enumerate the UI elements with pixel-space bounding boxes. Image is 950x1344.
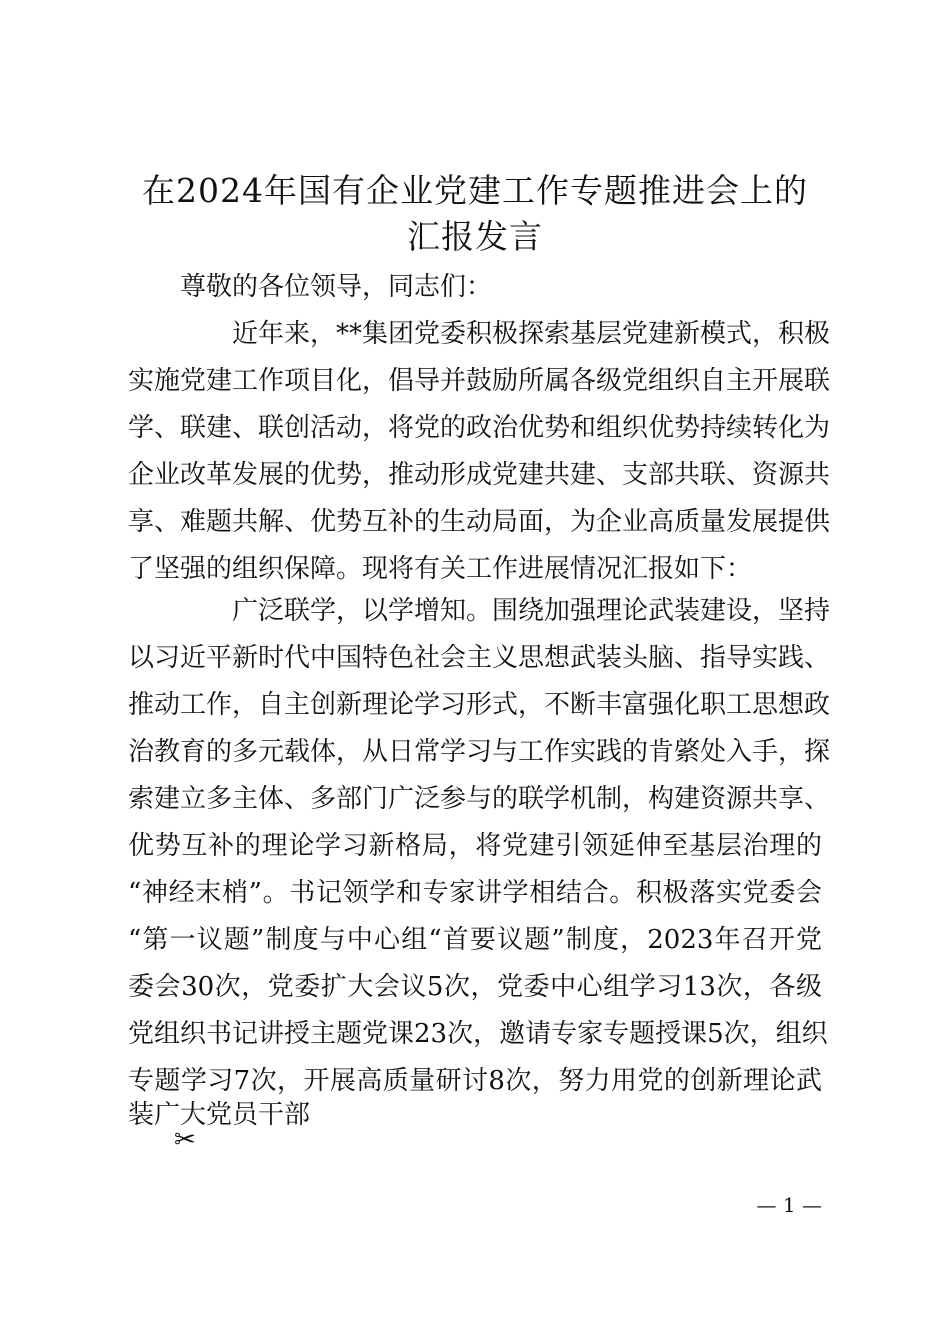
title-line-2: 汇报发言 xyxy=(407,217,543,256)
paragraph-line: 学、联建、联创活动，将党的政治优势和组织优势持续转化为 xyxy=(128,413,831,443)
paragraph-line: 索建立多主体、多部门广泛参与的联学机制，构建资源共享、 xyxy=(128,784,831,814)
scissors-icon: ✂ xyxy=(174,1125,196,1155)
paragraph-line: 专题学习7次，开展高质量研讨8次，努力用党的创新理论武 xyxy=(128,1066,822,1096)
paragraph-line: 以习近平新时代中国特色社会主义思想武装头脑、指导实践、 xyxy=(128,643,831,673)
paragraph-line: 治教育的多元载体，从日常学习与工作实践的肯綮处入手，探 xyxy=(128,737,831,767)
paragraph-line: 党组织书记讲授主题党课23次，邀请专家专题授课5次，组织 xyxy=(128,1019,828,1049)
salutation: 尊敬的各位领导，同志们： xyxy=(180,272,493,302)
paragraph-line: 委会30次，党委扩大会议5次，党委中心组学习13次，各级 xyxy=(128,972,822,1002)
paragraph-line: 享、难题共解、优势互补的生动局面，为企业高质量发展提供 xyxy=(128,507,831,537)
paragraph-line: 企业改革发展的优势，推动形成党建共建、支部共联、资源共 xyxy=(128,460,831,490)
paragraph-line: 装广大党员干部 xyxy=(128,1100,311,1130)
paragraph-line: 实施党建工作项目化，倡导并鼓励所属各级党组织自主开展联 xyxy=(128,366,831,396)
paragraph-line: 广泛联学，以学增知。围绕加强理论武装建设，坚持 xyxy=(232,596,831,626)
paragraph-line: “第一议题”制度与中心组“首要议题”制度，2023年召开党 xyxy=(128,925,822,955)
paragraph-line: “神经末梢”。书记领学和专家讲学相结合。积极落实党委会 xyxy=(128,878,822,908)
document-title xyxy=(128,168,822,260)
paragraph-line: 了坚强的组织保障。现将有关工作进展情况汇报如下： xyxy=(128,554,753,584)
paragraph-line: 推动工作，自主创新理论学习形式，不断丰富强化职工思想政 xyxy=(128,690,831,720)
page-number: — 1 — xyxy=(756,1193,822,1217)
paragraph-line: 优势互补的理论学习新格局，将党建引领延伸至基层治理的 xyxy=(128,831,822,861)
paragraph-line: 近年来，**集团党委积极探索基层党建新模式，积极 xyxy=(232,319,831,349)
title-line-1: 在2024年国有企业党建工作专题推进会上的 xyxy=(142,171,808,210)
